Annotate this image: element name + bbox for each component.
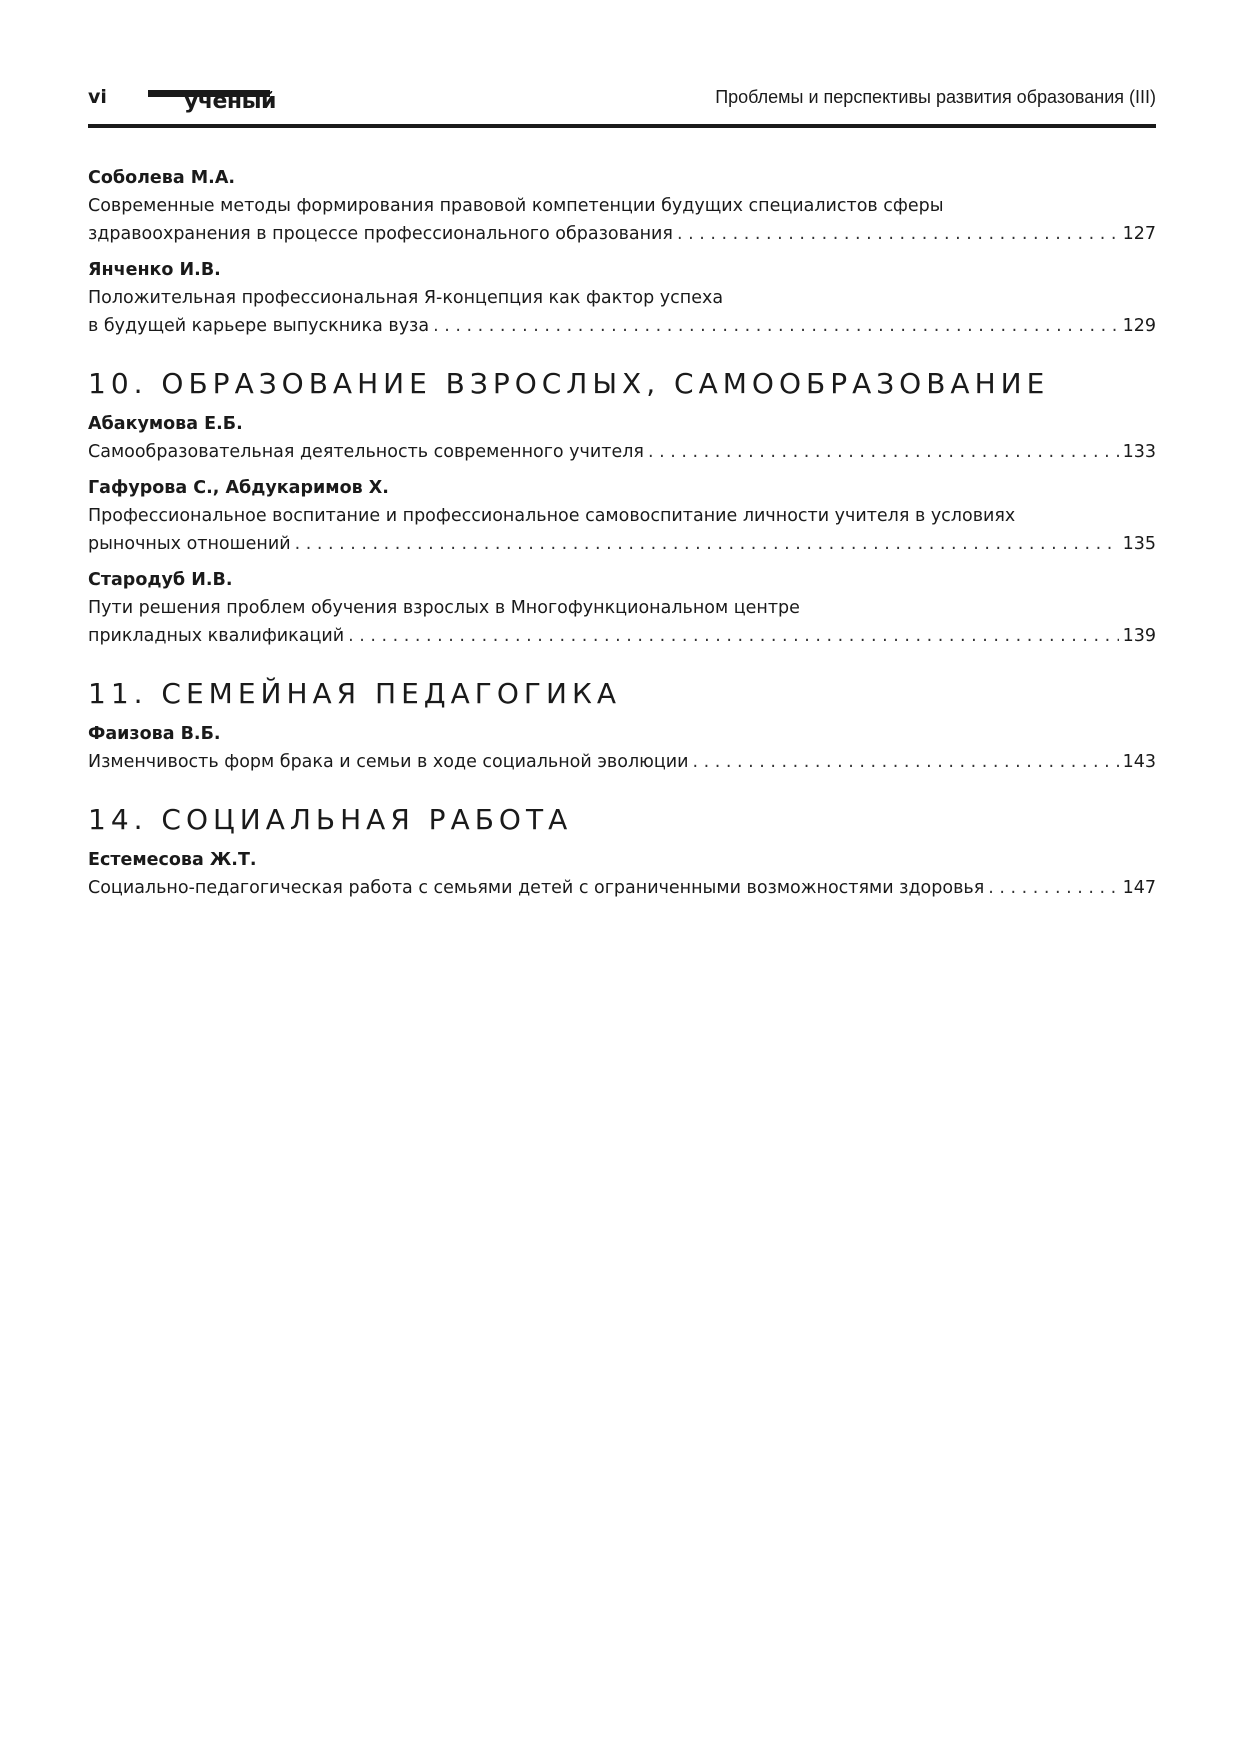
leader-dots xyxy=(433,312,1119,340)
entry-author: Абакумова Е.Б. xyxy=(88,414,243,434)
entry-author: Янченко И.В. xyxy=(88,260,221,280)
entry-author: Гафурова С., Абдукаримов Х. xyxy=(88,478,389,498)
toc-entry xyxy=(88,720,1156,776)
entry-title-line: Современные методы формирования правовой компетенции будущих специалистов сферы xyxy=(88,196,944,216)
entry-title-text: в будущей карьере выпускника вуза xyxy=(88,316,430,336)
toc-entry xyxy=(88,846,1156,902)
entry-title-text: рыночных отношений xyxy=(88,534,291,554)
entry-title-line: Профессиональное воспитание и профессиональное самовоспитание личности учителя в условиях xyxy=(88,506,1016,526)
page-number: vi xyxy=(88,86,107,108)
leader-dots xyxy=(648,438,1119,466)
page-header xyxy=(88,84,1156,126)
leader-dots xyxy=(348,622,1118,650)
table-of-contents xyxy=(88,164,1156,910)
entry-title-text: здравоохранения в процессе профессионального образования xyxy=(88,224,673,244)
toc-entry xyxy=(88,410,1156,466)
leader-dots xyxy=(295,530,1119,558)
toc-entry xyxy=(88,566,1156,650)
toc-entry xyxy=(88,256,1156,340)
entry-title-last-line xyxy=(88,748,1156,776)
entry-page-number: 147 xyxy=(1122,878,1156,898)
entry-title-line: Положительная профессиональная Я-концепция как фактор успеха xyxy=(88,288,724,308)
journal-logo xyxy=(148,87,276,115)
leader-dots xyxy=(988,874,1118,902)
entry-author: Стародуб И.В. xyxy=(88,570,233,590)
leader-dots xyxy=(677,220,1119,248)
entry-author: Естемесова Ж.Т. xyxy=(88,850,257,870)
entry-title-last-line xyxy=(88,530,1156,558)
entry-page-number: 127 xyxy=(1122,224,1156,244)
entry-page-number: 135 xyxy=(1122,534,1156,554)
section-heading: 10. ОБРАЗОВАНИЕ ВЗРОСЛЫХ, САМООБРАЗОВАНИЕ xyxy=(88,367,1050,400)
entry-title-text: Изменчивость форм брака и семьи в ходе социальной эволюции xyxy=(88,752,689,772)
entry-page-number: 129 xyxy=(1122,316,1156,336)
entry-title-text: Социально-педагогическая работа с семьями детей с ограниченными возможностями здоровья xyxy=(88,878,985,898)
header-divider xyxy=(88,124,1156,128)
entry-page-number: 143 xyxy=(1122,752,1156,772)
entry-author: Фаизова В.Б. xyxy=(88,724,221,744)
entry-author: Соболева М.А. xyxy=(88,168,236,188)
entry-title-last-line xyxy=(88,622,1156,650)
leader-dots xyxy=(693,748,1119,776)
entry-title-last-line xyxy=(88,312,1156,340)
entry-title-last-line xyxy=(88,220,1156,248)
entry-page-number: 139 xyxy=(1122,626,1156,646)
toc-entry xyxy=(88,474,1156,558)
entry-title-text: Самообразовательная деятельность современного учителя xyxy=(88,442,644,462)
section-heading: 11. СЕМЕЙНАЯ ПЕДАГОГИКА xyxy=(88,677,621,710)
entry-page-number: 133 xyxy=(1122,442,1156,462)
entry-title-last-line xyxy=(88,438,1156,466)
entry-title-line: Пути решения проблем обучения взрослых в Многофункциональном центре xyxy=(88,598,800,618)
section-heading: 14. СОЦИАЛЬНАЯ РАБОТА xyxy=(88,803,573,836)
entry-title-text: прикладных квалификаций xyxy=(88,626,345,646)
toc-entry xyxy=(88,164,1156,248)
logo-text: учёный xyxy=(184,89,276,114)
journal-title: Проблемы и перспективы развития образования (III) xyxy=(715,87,1156,107)
entry-title-last-line xyxy=(88,874,1156,902)
